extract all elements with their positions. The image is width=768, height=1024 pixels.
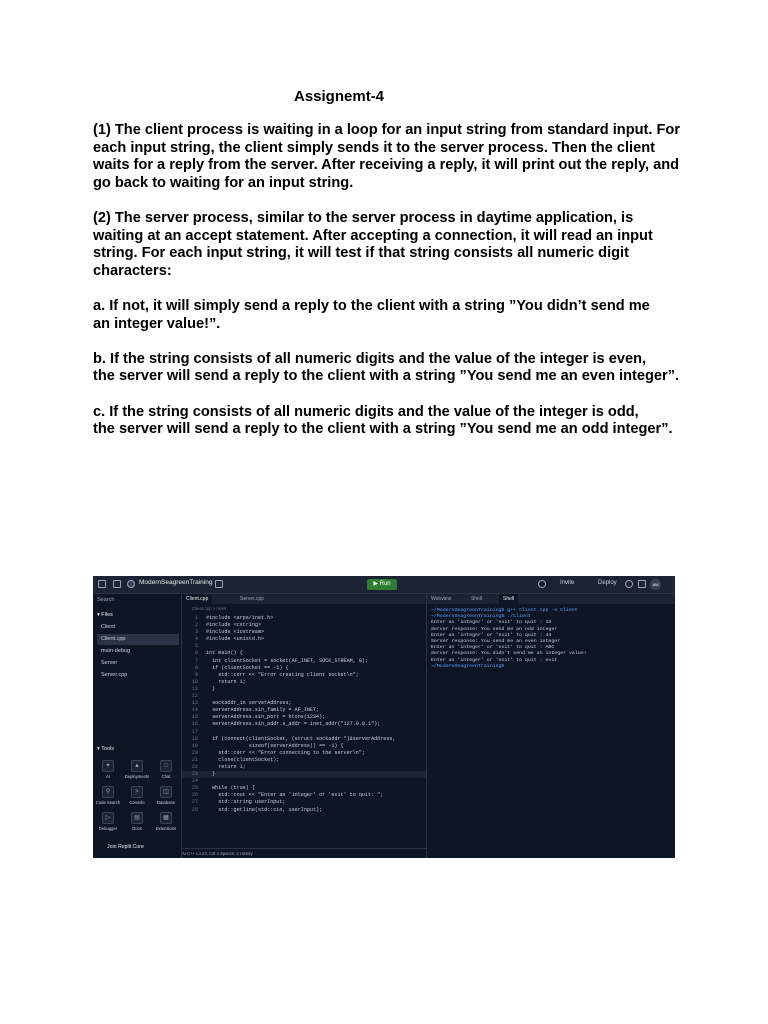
code-text: int clientSocket = socket(AF_INET, SOCK_STREAM, 0); (206, 657, 369, 664)
line-number: 13 (191, 700, 198, 707)
file-item: Server.cpp (101, 672, 128, 678)
sidebar-toggle-icon (98, 580, 106, 588)
run-button: ▶ Run (367, 579, 397, 590)
tool-code-search (95, 786, 121, 805)
paragraph-b: b. If the string consists of all numeric digits and the value of the integer is even, the server will send a reply to the client with a string ”You send me an even integer”. (93, 350, 680, 385)
shell-line: ~/ModernSeagreenTraining$ ./Client (431, 614, 531, 620)
code-text: #include <iostream> (206, 629, 265, 636)
code-line (182, 721, 426, 728)
tool-debugger (95, 812, 121, 831)
line-number: 26 (191, 792, 198, 799)
paragraph-2: (2) The server process, similar to the server process in daytime application, is waiting at an accept statement. After accepting a connection, it will read an input string. For each input string, it will test if that string consists all numeric digit characters: (93, 209, 653, 279)
ide-sidebar (93, 594, 182, 858)
docs-icon: ▤ (131, 812, 143, 824)
tool-label: Docs (132, 826, 142, 831)
tool-label: Chat (161, 774, 171, 779)
code-text: serverAddress.sin_port = htons(1234); (206, 714, 326, 721)
code-text: close(clientSocket); (206, 756, 280, 763)
code-line (182, 650, 426, 657)
shell-line: Enter an 'integer' or 'exit' to quit : exit (431, 657, 558, 663)
shell-panel (427, 594, 675, 858)
line-number: 2 (194, 622, 198, 629)
tool-label: Console (129, 800, 145, 805)
embedded-ide-screenshot (93, 576, 675, 858)
repl-logo-icon (127, 580, 135, 588)
shell-line: Enter an 'integer' or 'exit' to quit : 44 (431, 632, 552, 638)
invite-button: Invite (560, 580, 575, 586)
code-line (182, 757, 426, 764)
editor-tabs (182, 594, 426, 604)
code-text: while (true) { (206, 785, 255, 792)
breadcrumb: Client.cpp > main (192, 606, 227, 611)
line-number: 16 (191, 721, 198, 728)
editor-status-bar: AI C++ Ln 23, Col 4 Spaces: 2 History (182, 848, 426, 858)
shell-output (431, 608, 587, 670)
code-line (182, 750, 426, 757)
line-number: 20 (191, 749, 198, 756)
code-text: #include <cstring> (206, 622, 262, 629)
debugger-icon: ▷ (102, 812, 114, 824)
code-line (182, 785, 426, 792)
code-editor (182, 594, 427, 858)
line-number: 22 (191, 763, 198, 770)
file-item: main-debug (101, 648, 131, 654)
shell-line: Server response: You send me an even integer (431, 638, 561, 644)
tool-console (124, 786, 150, 805)
tools-header: ▾ Tools (97, 746, 115, 752)
code-line (182, 700, 426, 707)
tool-extensions (153, 812, 179, 831)
shell-line: Server response: You send me an odd integer (431, 626, 558, 632)
tool-deployments (124, 760, 150, 779)
join-replit-core: Join Replit Core (107, 844, 144, 850)
ide-topbar (93, 576, 675, 594)
layout-icon (113, 580, 121, 588)
code-text: } (206, 685, 216, 692)
code-text: std::cerr << "Error creating client socket\n"; (206, 671, 359, 678)
code-line (182, 771, 426, 778)
line-number: 1 (194, 615, 198, 621)
files-label: Files (101, 612, 113, 618)
code-line (182, 799, 426, 806)
line-number: 5 (194, 643, 198, 650)
code-line (182, 707, 426, 714)
code-line (182, 778, 426, 785)
line-number: 14 (191, 707, 198, 714)
code-line (182, 643, 426, 650)
line-number: 23 (191, 771, 198, 778)
tools-label: Tools (101, 746, 115, 752)
tool-label: Code Search (95, 800, 121, 805)
paragraph-c: c. If the string consists of all numeric digits and the value of the integer is odd, the server will send a reply to the client with a string ”You send me an odd integer”. (93, 403, 673, 438)
file-item: Client (101, 624, 116, 630)
shell-line: Server response: You didn't send me an integer value! (431, 651, 587, 657)
tab-webview: Webview (431, 596, 452, 602)
code-line (182, 686, 426, 693)
code-text: std::getline(std::cin, userInput); (206, 806, 323, 813)
shell-line: ~/ModernSeagreenTraining$ (431, 663, 508, 669)
shell-line: ~/ModernSeagreenTraining$ g++ Client.cpp -o Client (431, 608, 578, 613)
line-number: 7 (194, 657, 198, 664)
code-line (182, 636, 426, 643)
code-line (182, 743, 426, 750)
code-line (182, 679, 426, 686)
line-number: 21 (191, 756, 198, 763)
code-line (182, 665, 426, 672)
tool-label: Extensions (155, 826, 177, 831)
code-text: #include <arpa/inet.h> (206, 615, 274, 621)
line-number: 9 (194, 671, 198, 678)
line-number: 24 (191, 778, 198, 785)
code-line (182, 807, 426, 814)
line-number: 25 (191, 785, 198, 792)
line-number: 15 (191, 714, 198, 721)
database-icon: ◫ (160, 786, 172, 798)
line-number: 3 (194, 629, 198, 636)
line-number: 10 (191, 678, 198, 685)
shell-line: Enter an 'integer' or 'exit' to quit : 13 (431, 620, 552, 626)
code-text: #include <unistd.h> (206, 636, 265, 643)
code-text: serverAddress.sin_family = AF_INET; (206, 707, 320, 714)
code-text: return 1; (206, 678, 246, 685)
code-text: serverAddress.sin_addr.s_addr = inet_addr("127.0.0.1"); (206, 721, 381, 728)
document-body (93, 122, 683, 456)
code-text: std::cerr << "Error connecting to the server\n"; (206, 749, 365, 756)
files-header: ▾ Files (97, 612, 113, 618)
code-text: if (clientSocket == -1) { (206, 664, 289, 671)
code-search-icon: ⚲ (102, 786, 114, 798)
line-number: 8 (194, 664, 198, 671)
line-number: 6 (194, 650, 198, 657)
search-icon (538, 580, 546, 588)
tool-label: Deployments (124, 774, 150, 779)
code-text: std::string userInput; (206, 799, 286, 806)
code-text: } (206, 771, 216, 778)
code-line (182, 792, 426, 799)
line-number: 12 (191, 693, 198, 700)
line-number: 19 (191, 742, 198, 749)
settings-icon (638, 580, 646, 588)
tool-ai (95, 760, 121, 779)
code-line (182, 615, 426, 622)
paragraph-1: (1) The client process is waiting in a loop for an input string from standard input. For each input string, the client simply sends it to the server process. Then the client waits for a reply from the server. After receiving a reply, it will print out the reply, and go back to waiting for an input string. (93, 122, 681, 191)
tab-server-cpp: Server.cpp (240, 596, 264, 602)
line-number: 4 (194, 636, 198, 643)
extensions-icon: ▦ (160, 812, 172, 824)
tool-chat (153, 760, 179, 779)
code-text: sizeof(serverAddress)) == -1) { (206, 742, 344, 749)
document-title: Assignemt-4 (294, 88, 385, 105)
shell-line: Enter an 'integer' or 'exit' to quit : ABC (431, 645, 555, 651)
code-line (182, 736, 426, 743)
line-number: 27 (191, 799, 198, 806)
code-line (182, 622, 426, 629)
repl-name: ModernSeagreenTraining (139, 579, 213, 586)
tool-docs (124, 812, 150, 831)
code-line (182, 714, 426, 721)
chat-icon: □ (160, 760, 172, 772)
line-number: 17 (191, 728, 198, 735)
file-item: Server (101, 660, 118, 666)
deployments-icon: ▲ (131, 760, 143, 772)
code-line (182, 658, 426, 665)
code-line (182, 693, 426, 700)
code-line (182, 729, 426, 736)
paragraph-a: a. If not, it will simply send a reply to the client with a string ”You didn’t send me an integer value!”. (93, 297, 650, 332)
code-line (182, 764, 426, 771)
tool-label: Debugger (98, 826, 118, 831)
code-text: int main() { (206, 650, 243, 657)
tab-client-cpp: Client.cpp (182, 594, 212, 604)
code-line (182, 629, 426, 636)
repl-info-icon (215, 580, 223, 588)
file-item-active: Client.cpp (97, 634, 179, 645)
line-number: 28 (191, 806, 198, 813)
code-text: std::cout << "Enter an 'integer' or 'exit' to quit: "; (206, 792, 384, 799)
code-text: sockaddr_in serverAddress; (206, 700, 292, 707)
ai-icon: ✦ (102, 760, 114, 772)
tab-shell-active: Shell (499, 594, 518, 604)
code-text: return 1; (206, 763, 246, 770)
tool-label: AI (106, 774, 110, 779)
code-line (182, 672, 426, 679)
code-lines (182, 615, 426, 814)
console-icon: > (131, 786, 143, 798)
avatar: AM (650, 579, 661, 590)
tab-shell: Shell (471, 596, 483, 602)
deploy-button: Deploy (598, 580, 617, 586)
line-number: 11 (191, 685, 198, 692)
tool-label: Database (157, 800, 175, 805)
tool-database (153, 786, 179, 805)
line-number: 18 (191, 735, 198, 742)
code-text: if (connect(clientSocket, (struct sockaddr *)&serverAddress, (206, 735, 396, 742)
shell-tabs (427, 594, 675, 604)
search-label: Search (97, 597, 115, 603)
bell-icon (625, 580, 633, 588)
